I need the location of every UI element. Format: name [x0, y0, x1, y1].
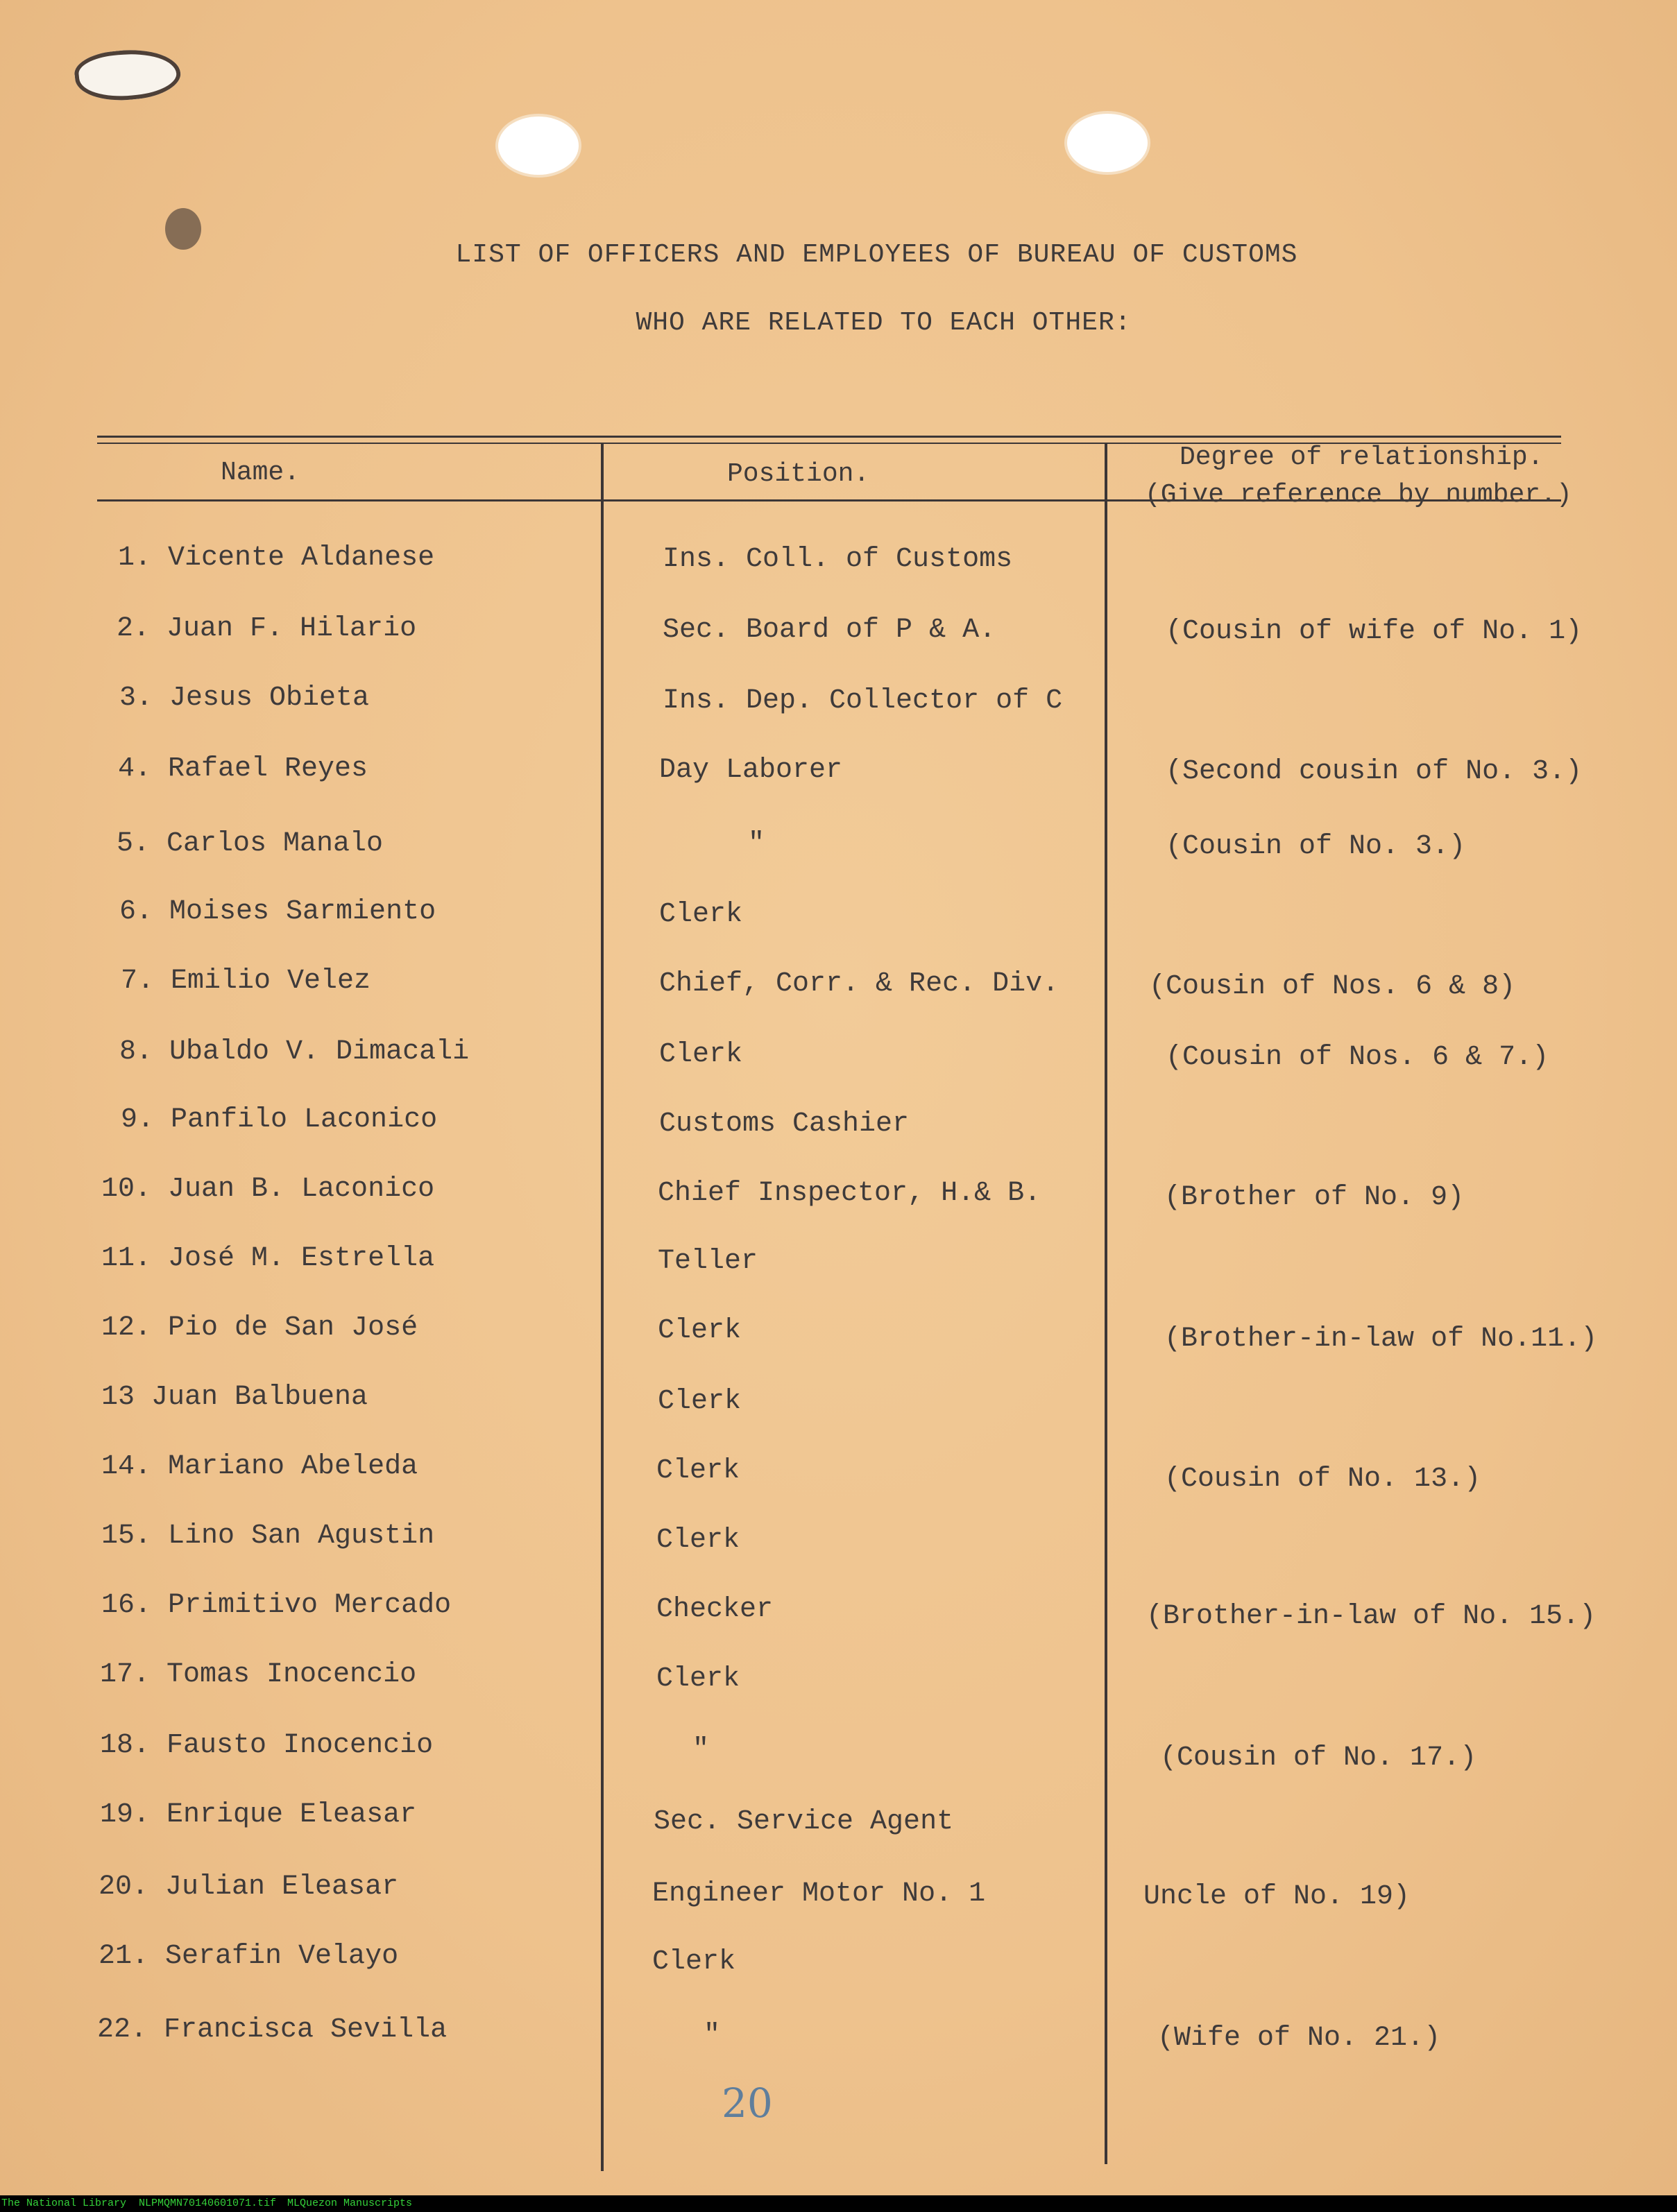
row-21-name: 21. Serafin Velayo	[99, 1941, 399, 1972]
row-10-position: Chief Inspector, H.& B.	[658, 1178, 1041, 1209]
row-20-name: 20. Julian Eleasar	[99, 1871, 399, 1903]
column-header-position: Position.	[727, 459, 870, 489]
column-header-relationship-line1: Degree of relationship.	[1180, 443, 1544, 472]
footer-file: NLPMQMN70140601071.tif	[139, 2197, 277, 2209]
page-number: 20	[722, 2080, 773, 2127]
row-14-position: Clerk	[656, 1455, 740, 1486]
column-header-relationship-line2: (Give reference by number.)	[1145, 480, 1572, 510]
row-9-name: 9. Panfilo Laconico	[121, 1104, 438, 1135]
row-14-name: 14. Mariano Abeleda	[101, 1451, 418, 1482]
row-2-position: Sec. Board of P & A.	[663, 615, 996, 646]
document-title-line2: WHO ARE RELATED TO EACH OTHER:	[636, 308, 1132, 338]
row-12-name: 12. Pio de San José	[101, 1312, 418, 1344]
row-17-name: 17. Tomas Inocencio	[100, 1659, 417, 1690]
row-7-position: Chief, Corr. & Rec. Div.	[659, 968, 1059, 1000]
row-3-position: Ins. Dep. Collector of C	[663, 685, 1063, 717]
row-11-position: Teller	[658, 1246, 758, 1277]
row-6-name: 6. Moises Sarmiento	[119, 896, 436, 927]
row-4-name: 4. Rafael Reyes	[118, 753, 368, 785]
row-2-name: 2. Juan F. Hilario	[117, 613, 417, 644]
row-8-position: Clerk	[659, 1039, 743, 1070]
row-7-relation: (Cousin of Nos. 6 & 8)	[1149, 971, 1516, 1002]
row-4-relation: (Second cousin of No. 3.)	[1166, 756, 1583, 787]
footer-collection: MLQuezon Manuscripts	[287, 2197, 413, 2209]
row-10-relation: (Brother of No. 9)	[1164, 1182, 1465, 1213]
row-20-relation: Uncle of No. 19)	[1143, 1881, 1411, 1912]
scan-footer	[0, 2195, 1677, 2212]
row-22-position: "	[704, 2020, 721, 2051]
row-5-position: "	[748, 828, 765, 859]
row-7-name: 7. Emilio Velez	[121, 966, 371, 997]
row-16-relation: (Brother-in-law of No. 15.)	[1146, 1601, 1597, 1632]
row-15-position: Clerk	[656, 1525, 740, 1556]
row-8-name: 8. Ubaldo V. Dimacali	[119, 1036, 470, 1068]
row-6-position: Clerk	[659, 899, 743, 930]
row-1-name: 1. Vicente Aldanese	[118, 542, 435, 574]
row-2-relation: (Cousin of wife of No. 1)	[1166, 616, 1583, 647]
row-22-relation: (Wife of No. 21.)	[1157, 2023, 1441, 2054]
row-19-name: 19. Enrique Eleasar	[100, 1799, 417, 1831]
row-11-name: 11. José M. Estrella	[101, 1243, 435, 1274]
row-16-name: 16. Primitivo Mercado	[101, 1590, 452, 1621]
row-19-position: Sec. Service Agent	[654, 1806, 954, 1837]
row-14-relation: (Cousin of No. 13.)	[1164, 1464, 1481, 1495]
row-9-position: Customs Cashier	[659, 1108, 910, 1140]
row-12-relation: (Brother-in-law of No.11.)	[1164, 1323, 1598, 1355]
document-title-line1: LIST OF OFFICERS AND EMPLOYEES OF BUREAU OF CUSTOMS	[455, 240, 1298, 270]
row-13-position: Clerk	[658, 1386, 742, 1417]
row-18-name: 18. Fausto Inocencio	[100, 1730, 434, 1761]
row-4-position: Day Laborer	[659, 755, 843, 786]
row-15-name: 15. Lino San Agustin	[101, 1520, 435, 1552]
row-18-relation: (Cousin of No. 17.)	[1160, 1742, 1477, 1774]
row-16-position: Checker	[656, 1594, 774, 1625]
row-18-position: "	[692, 1734, 710, 1765]
column-header-name: Name.	[221, 458, 300, 488]
row-12-position: Clerk	[658, 1315, 742, 1346]
row-1-position: Ins. Coll. of Customs	[663, 544, 1013, 575]
row-10-name: 10. Juan B. Laconico	[101, 1174, 435, 1205]
row-17-position: Clerk	[656, 1663, 740, 1695]
row-13-name: 13 Juan Balbuena	[101, 1382, 368, 1413]
footer-library: The National Library	[1, 2197, 127, 2209]
row-5-relation: (Cousin of No. 3.)	[1166, 831, 1466, 862]
row-5-name: 5. Carlos Manalo	[117, 828, 384, 859]
row-22-name: 22. Francisca Sevilla	[97, 2014, 448, 2046]
row-20-position: Engineer Motor No. 1	[652, 1878, 986, 1910]
row-3-name: 3. Jesus Obieta	[119, 683, 370, 714]
row-8-relation: (Cousin of Nos. 6 & 7.)	[1166, 1042, 1549, 1073]
row-21-position: Clerk	[652, 1946, 736, 1978]
